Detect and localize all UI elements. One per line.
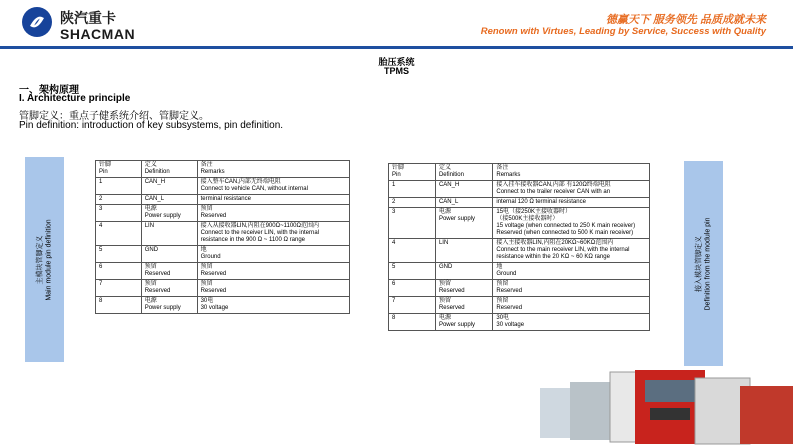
table-row-cell: 接入从接收器LIN,内阻在900Ω~1100Ω范围内 Connect to the receiver LIN, with the internal resistance in the 900 Ω ~ 1100 Ω range	[197, 222, 349, 246]
table-row-cell: 6	[389, 280, 436, 297]
table-row-cell: 1	[389, 181, 436, 198]
table-row-cell: GND	[141, 246, 197, 263]
table-row-cell: 4	[389, 239, 436, 263]
truck-lineup-image	[540, 368, 793, 446]
table-row-cell: GND	[435, 263, 492, 280]
table-header-row-cell: 定义 Definition	[435, 164, 492, 181]
table-row	[96, 178, 350, 195]
table-row	[389, 239, 650, 263]
table-row	[389, 314, 650, 331]
table-row-cell: 电源 Power supply	[435, 208, 492, 239]
table-row	[96, 263, 350, 280]
right-label-en: Definition from the module pin	[703, 217, 711, 310]
table-row-cell: 电源 Power supply	[141, 297, 197, 314]
left-pin-table	[95, 160, 350, 314]
brand-name-en: SHACMAN	[60, 26, 136, 42]
intro-text-en: Pin definition: introduction of key subsystems, pin definition.	[19, 120, 284, 131]
table-row-cell: 预留 Reserved	[435, 280, 492, 297]
table-row	[96, 246, 350, 263]
table-row-cell: CAN_L	[435, 198, 492, 208]
table-row-cell: 预留 Reserved	[197, 205, 349, 222]
right-module-label	[684, 161, 723, 366]
section-heading-cn: 一、架构原理	[19, 85, 79, 96]
table-row-cell: 接入整车CAN,内部无终端电阻 Connect to vehicle CAN, without internal	[197, 178, 349, 195]
table-row-cell: 预留 Reserved	[197, 280, 349, 297]
table-row	[96, 280, 350, 297]
table-row-cell: 5	[389, 263, 436, 280]
table-header-row	[389, 164, 650, 181]
table-row-cell: terminal resistance	[197, 195, 349, 205]
table-row-cell: CAN_H	[141, 178, 197, 195]
slogan-en: Renown with Virtues, Leading by Service, Success with Quality	[480, 26, 766, 37]
header-divider	[0, 46, 793, 49]
table-row-cell: 预留 Reserved	[141, 280, 197, 297]
left-label-cn: 主模块管脚定义	[36, 235, 43, 285]
table-row	[389, 181, 650, 198]
table-row-cell: 预留 Reserved	[435, 297, 492, 314]
page-title-cn: 胎压系统	[378, 57, 415, 67]
table-row-cell: 15电（接250K主接收器时） （接500K主接收器时） 15 voltage (when connected to 250 K main receiver) Reserved (when connected to 500 K main receiver)	[493, 208, 650, 239]
left-module-label	[25, 157, 64, 362]
table-row-cell: 电源 Power supply	[141, 205, 197, 222]
table-row-cell: CAN_H	[435, 181, 492, 198]
table-row-cell: 1	[96, 178, 142, 195]
table-header-row	[96, 161, 350, 178]
table-row-cell: 3	[96, 205, 142, 222]
table-row-cell: 预留 Reserved	[141, 263, 197, 280]
table-row-cell: 4	[96, 222, 142, 246]
table-row	[389, 198, 650, 208]
slogan-cn: 德赢天下 服务领先 品质成就未来	[605, 14, 766, 26]
table-row-cell: LIN	[435, 239, 492, 263]
table-row-cell: 7	[389, 297, 436, 314]
table-row	[96, 222, 350, 246]
table-header-row-cell: 针脚 Pin	[389, 164, 436, 181]
table-row-cell: 电源 Power supply	[435, 314, 492, 331]
table-row-cell: 7	[96, 280, 142, 297]
shacman-logo-icon	[22, 7, 52, 37]
table-header-row-cell: 备注 Remarks	[197, 161, 349, 178]
table-row	[389, 297, 650, 314]
table-row-cell: 地 Ground	[493, 263, 650, 280]
intro-text-cn: 管脚定义：重点子健系统介绍、管脚定义。	[19, 111, 209, 122]
table-row	[96, 195, 350, 205]
table-row	[389, 263, 650, 280]
table-row-cell: 8	[96, 297, 142, 314]
table-row	[96, 297, 350, 314]
table-row-cell: CAN_L	[141, 195, 197, 205]
table-row-cell: 3	[389, 208, 436, 239]
left-label-en: Main module pin definition	[44, 218, 52, 301]
table-row	[96, 205, 350, 222]
table-header-row-cell: 针脚 Pin	[96, 161, 142, 178]
table-row-cell: 30电 30 voltage	[493, 314, 650, 331]
table-row-cell: 预留 Reserved	[493, 280, 650, 297]
table-header-row-cell: 定义 Definition	[141, 161, 197, 178]
table-row-cell: 6	[96, 263, 142, 280]
header-bar	[0, 0, 793, 48]
page-title-en: TPMS	[383, 66, 409, 76]
table-row-cell: 接入挂车接收器CAN,内部 有120Ω终端电阻 Connect to the trailer receiver CAN with an	[493, 181, 650, 198]
right-pin-table	[388, 163, 650, 331]
table-row	[389, 280, 650, 297]
table-row-cell: internal 120 Ω terminal resistance	[493, 198, 650, 208]
table-row-cell: 2	[96, 195, 142, 205]
table-row-cell: 2	[389, 198, 436, 208]
brand-name-cn: 陕汽重卡	[60, 10, 116, 26]
table-header-row-cell: 备注 Remarks	[493, 164, 650, 181]
table-row-cell: 30电 30 voltage	[197, 297, 349, 314]
table-row-cell: LIN	[141, 222, 197, 246]
table-row-cell: 5	[96, 246, 142, 263]
table-row-cell: 预留 Reserved	[197, 263, 349, 280]
table-row-cell: 地 Ground	[197, 246, 349, 263]
right-label-cn: 接入模块管脚定义	[695, 235, 702, 292]
table-row-cell: 接入主接收器LIN,内阻在20KΩ~60KΩ范围内 Connect to the main receiver LIN, with the internal resistance within the 20 KΩ ~ 60 KΩ range	[493, 239, 650, 263]
table-row	[389, 208, 650, 239]
table-row-cell: 8	[389, 314, 436, 331]
table-row-cell: 预留 Reserved	[493, 297, 650, 314]
section-heading-en: I. Architecture principle	[19, 93, 131, 104]
